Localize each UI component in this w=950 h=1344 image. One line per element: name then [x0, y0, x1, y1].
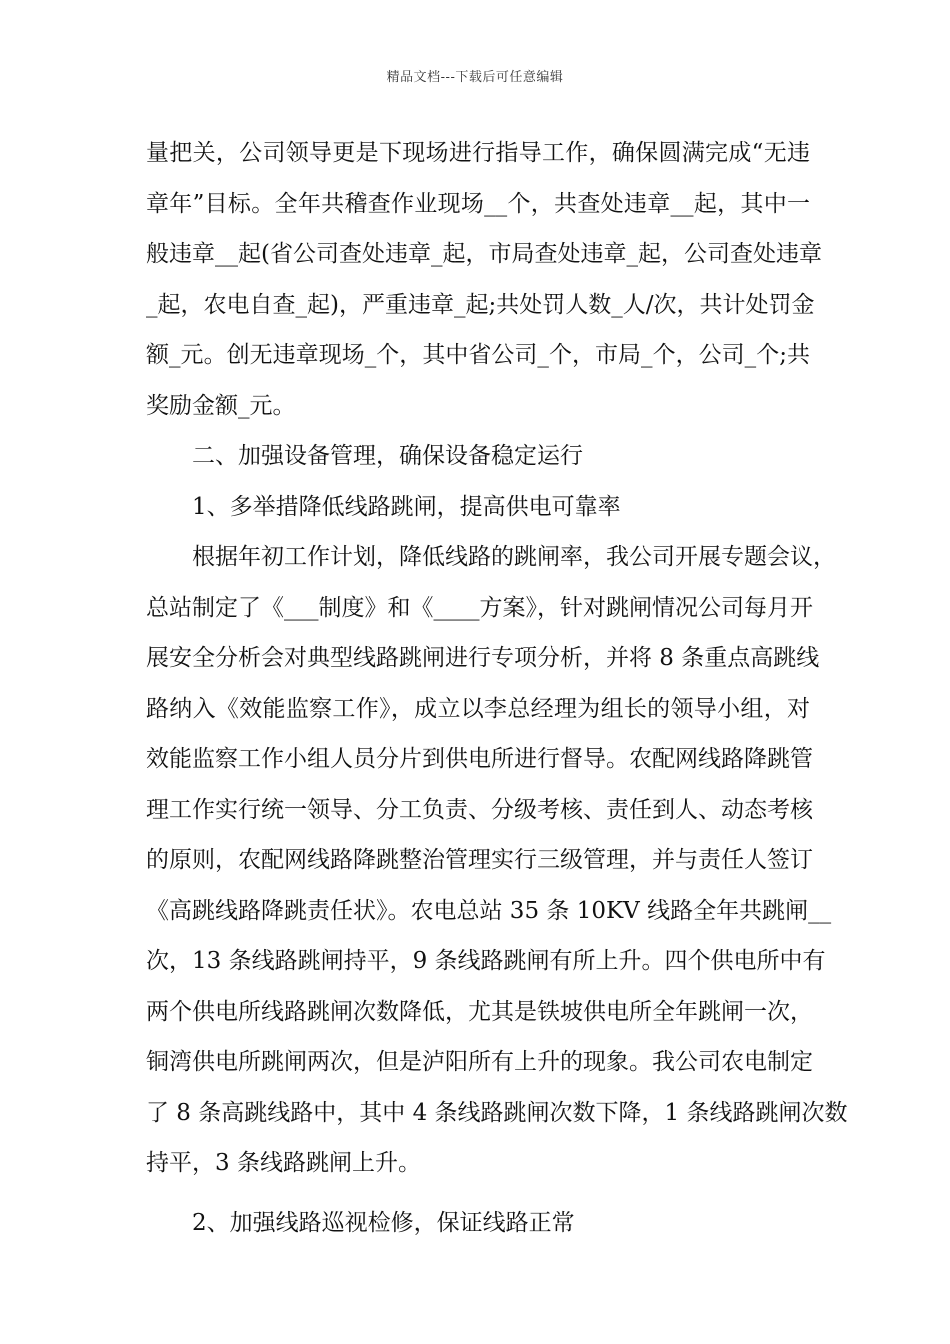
text-line: 额_元。创无违章现场_个，其中省公司_个，市局_个，公司_个;共: [146, 342, 810, 368]
text-line: 根据年初工作计划，降低线路的跳闸率，我公司开展专题会议，: [192, 544, 836, 570]
subsection-heading: [146, 482, 810, 533]
text-line: 《高跳线路降跳责任状》。农电总站 35 条 10KV 线路全年共跳闸__: [146, 897, 832, 924]
text-line: 次，13 条线路跳闸持平，9 条线路跳闸有所上升。四个供电所中有: [146, 948, 826, 974]
subsection-heading-text: 2、加强线路巡视检修，保证线路正常: [192, 1209, 575, 1236]
text-line: 总站制定了《___制度》和《____方案》，针对跳闸情况公司每月开: [146, 594, 813, 621]
body-paragraph: [146, 532, 848, 1189]
text-line: 章年”目标。全年共稽查作业现场__个，共查处违章__起，其中一: [146, 190, 810, 217]
paragraph-continuation: [146, 128, 822, 431]
text-line: 般违章__起(省公司查处违章_起，市局查处违章_起，公司查处违章: [146, 241, 822, 267]
text-line: 铜湾供电所跳闸两次，但是泸阳所有上升的现象。我公司农电制定: [146, 1049, 813, 1075]
page-header: 精品文档---下载后可任意编辑: [386, 70, 564, 85]
text-line: 两个供电所线路跳闸次数降低，尤其是铁坡供电所全年跳闸一次，: [146, 998, 813, 1025]
subsection-heading-text: 1、多举措降低线路跳闸，提高供电可靠率: [192, 493, 621, 520]
text-line: 路纳入《效能监察工作》，成立以李总经理为组长的领导小组，对: [146, 695, 810, 722]
text-line: 量把关，公司领导更是下现场进行指导工作，确保圆满完成“无违: [146, 140, 810, 166]
text-line: 持平，3 条线路跳闸上升。: [146, 1150, 421, 1176]
section-heading-text: 二、加强设备管理，确保设备稳定运行: [192, 443, 583, 469]
text-line: 展安全分析会对典型线路跳闸进行专项分析，并将 8 条重点高跳线: [146, 645, 820, 671]
text-line: 奖励金额_元。: [146, 392, 296, 419]
text-line: 的原则，农配网线路降跳整治管理实行三级管理，并与责任人签订: [146, 847, 813, 873]
text-line: 了 8 条高跳线路中，其中 4 条线路跳闸次数下降，1 条线路跳闸次数: [146, 1099, 848, 1126]
text-line: _起，农电自查_起)，严重违章_起;共处罚人数_人/次，共计处罚金: [146, 291, 815, 318]
text-line: 理工作实行统一领导、分工负责、分级考核、责任到人、动态考核: [146, 796, 813, 823]
text-line: 效能监察工作小组人员分片到供电所进行督导。农配网线路降跳管: [146, 746, 813, 772]
subsection-heading: [146, 1198, 810, 1249]
section-heading: [146, 431, 810, 482]
document-body: [146, 128, 848, 1248]
